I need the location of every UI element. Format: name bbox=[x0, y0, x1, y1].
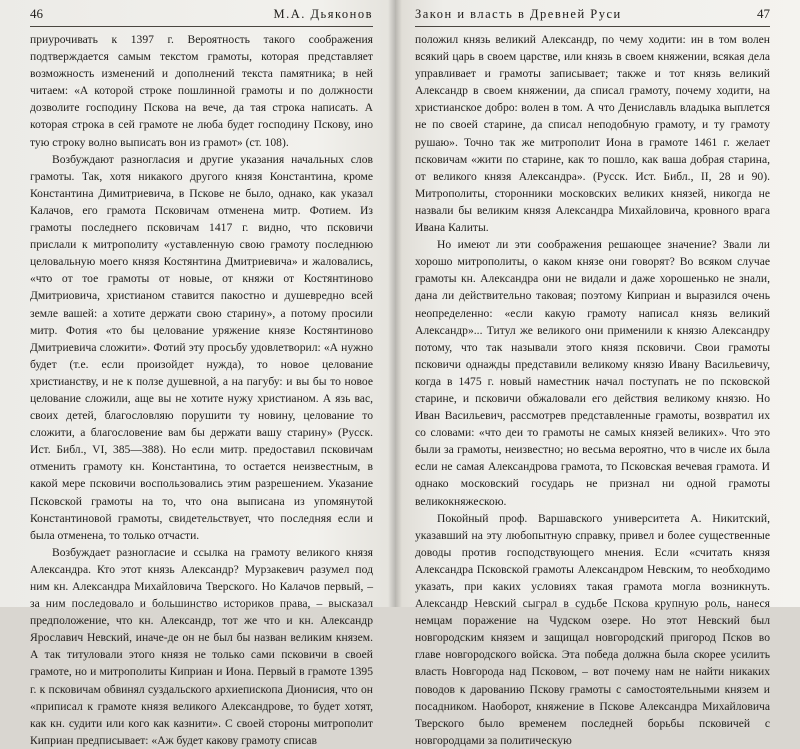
left-page bbox=[0, 0, 395, 747]
book-gutter bbox=[388, 0, 402, 607]
right-page-header bbox=[415, 6, 770, 27]
right-page-number: 47 bbox=[757, 6, 770, 21]
right-page bbox=[395, 0, 800, 747]
left-paragraph-2: Возбуждают разногласия и другие указания начальных слов грамоты. Так, хотя никакого другого князя Константина, кроме Константина Димитриевича, в Пскове не было, однако, как указал Калачов, его грамота Псковичам отменена митр. Фотием. Из грамоты последнего псковичам 1417 г. видно, что псковичи прислали к митрополиту «уставленную свою грамоту последнюю целовальную моего князя Костянтина Дмитриевича» и жаловались, «что от тое грамоты от новые, от княжи от Костянтиново Дмитриовича, христианом ставится пакостно и душевредно всей земле вашей: а хотите держати свою старину», а потому просили митр. Фотия «то бы целование уряжение князе Костянтиново Дмитриевича сложити». Фотий эту просьбу удовлетворил: «А нужно будет (т.е. если произойдет нужда), то новое целование христианству, и не к ползе душевной, а на пагубу: и вы бы то новое целование сложили, аще вы не хотите нужу христианом. А язь вас, своих детей, благословляю порушити ту новину, целование то сложити, а благословение вам бы держати вашу старину» (Русск. Ист. Библ., VI, 385—388). Но если митр. предоставил псковичам отменить грамоту кн. Константина, то остается неизвестным, в какой мере псковичи воспользовались этим разрешением. Указание Псковской грамоты на то, что она выписана из упомянутой Константиновой грамоты, свидетельствует, что последняя если и была отменена, то только отчасти. bbox=[30, 152, 373, 542]
right-paragraph-1: положил князь великий Александр, по чему ходити: ин в том волен всякий царь в своем царстве, или князь в своем княжении, всякая дела управливает и грамоты записывает; также и тот князь великий Александр в своем княжении, да списал грамоту, почему ходити, на христианское добро: волен в том. А что Дениславль владыка выплется не по своей старине, да списал неподобную грамоту, и ту грамоту рушаю». Точно так же митрополит Иона в грамоте 1461 г. желает псковичам «жити по старине, как то пошло, как ваша добрая старина, от великого князя Александра». (Русск. Ист. Библ., II, 28 и 90). Митрополиты, сторонники московских великих князей, никогда не назвали бы великим князя Александра Михайловича, кровного врага Ивана Калиты. bbox=[415, 33, 770, 235]
right-running-head: Закон и власть в Древней Руси bbox=[415, 7, 622, 21]
right-paragraph-3: Покойный проф. Варшавского университета А. Никитский, указавший на эту любопытную справку, привел и более существенные доводы против господствующего мнения. Если «считать князя Александра Псковской грамоты Александром Невским, то необходимо указать, при каких условиях такая грамота могла возникнуть. Александр Невский сыграл в судьбе Пскова крупную роль, нанеся немцам поражение на Чудском озере. Но этот Невский был новгородским князем и защищал новгородский пригород Псков во главе новгородского войска. Эта победа должна была скорее усилить власть Новгорода над Псковом, – вот почему нам не найти никаких поводов к дарованию Пскову грамоты с самостоятельными князем и посадником. Наоборот, княжение в Пскове Александра Михайловича Тверского было временем последней борьбы псковичей с новгородцами за политическую bbox=[415, 511, 770, 747]
left-page-header bbox=[30, 6, 373, 27]
left-paragraph-1: приурочивать к 1397 г. Вероятность такого соображения подтверждается самым текстом грамоты, которая представляет возможность изменений и дополнений текста памятника; в ней читаем: «А которой строке пошлинной грамоты и по должности дозволите господину Пскова на вече, да тая строка написать. А которая строка в сей грамоте не люба будет господину Пскову, ино тую строку волно выписать вон из грамот» (ст. 108). bbox=[30, 33, 373, 149]
right-paragraph-2: Но имеют ли эти соображения решающее значение? Звали ли хорошо митрополиты, о каком князе они говорят? Во всяком случае грамоты кн. Александра они не видали и даже хорошенько не знали, дана ли действительно таковая; поэтому Киприан и выразился очень неопределенно: «если какую грамоту написал князь великий Александр»... Титул же великого они применили к князю Александру потому, что так называли этого князя псковичи. Свои грамоты псковичи однажды представили великому князю Ивану Васильевичу, когда в 1475 г. новый наместник начал поступать не по псковской старине, и псковичи обжаловали его действия великому князю. Но Иван Васильевич, рассмотрев представленные грамоты, возвратил их со словами: «что деи то грамоты не самых князей великих». Что это были за грамоты, неизвестно; но весьма вероятно, что в числе их была если не самая Александрова грамота, то Псковская вечевая грамота. И однако московский государь не признал ни одной грамоты великокняжескою. bbox=[415, 238, 770, 508]
right-page-body bbox=[415, 31, 770, 749]
left-paragraph-3: Возбуждает разногласие и ссылка на грамоту великого князя Александра. Кто этот князь Александр? Мурзакевич разумел под ним кн. Александра Михайловича Тверского. Но Калачов первый, – за ним последовало и большинство историков права, – высказал предположение, что кн. Александр, тот же что и кн. Александр Ярославич Невский, иначе-де он не был бы назван великим князем. А так титуловали этого князя не только сами псковичи в своей грамоте, но и митрополиты Киприан и Иона. Первый в грамоте 1395 г. к псковичам обвинял суздальского архиепископа Дионисия, что он «приписал к грамоте князя великого Александрове, то будет хотят, как кн. судити или кого как казнити». С своей стороны митрополит Киприан предписывает: «Аж будет какову грамоту списав bbox=[30, 545, 373, 747]
left-running-head: М.А. Дьяконов bbox=[273, 7, 373, 21]
left-page-number: 46 bbox=[30, 6, 43, 21]
left-page-body bbox=[30, 31, 373, 749]
